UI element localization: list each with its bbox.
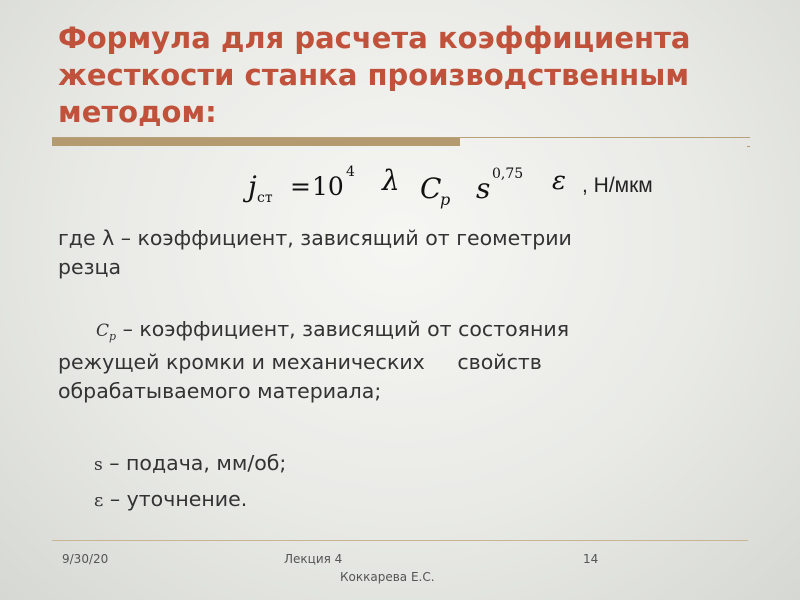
slide-title: Формула для расчета коэффициента жесткости станка производственным методом: bbox=[58, 21, 691, 129]
divider-thick-bar bbox=[52, 138, 460, 146]
def-eps bbox=[94, 485, 247, 515]
formula-equals: = bbox=[290, 172, 311, 201]
def-eps-text: – уточнение. bbox=[103, 487, 248, 511]
formula-cp: C bbox=[420, 172, 442, 205]
def-eps-symbol: ε bbox=[94, 490, 104, 511]
footer-page-number: 14 bbox=[583, 552, 599, 566]
footer-divider bbox=[52, 540, 748, 541]
formula-lambda: λ bbox=[382, 164, 400, 197]
formula-epsilon: ε bbox=[552, 166, 566, 196]
def-cp-text: – коэффициент, зависящий от состояния bbox=[116, 317, 570, 341]
def-s-text: – подача, мм/об; bbox=[102, 451, 287, 475]
stiffness-formula bbox=[248, 162, 708, 212]
formula-unit: , Н/мкм bbox=[582, 174, 653, 197]
formula-j-subscript: ст bbox=[257, 190, 273, 206]
def-s bbox=[94, 449, 286, 480]
def-lambda-line2: резца bbox=[58, 255, 122, 279]
def-s-symbol: s bbox=[94, 455, 103, 475]
def-cp-symbol-sub: p bbox=[109, 330, 117, 343]
title-divider bbox=[52, 137, 750, 147]
formula-s-exponent: 0,75 bbox=[492, 166, 524, 182]
footer-lecture: Лекция 4 bbox=[284, 552, 343, 566]
def-cp-line3: обрабатываемого материала; bbox=[58, 379, 382, 403]
def-lambda-line1: где λ – коэффициент, зависящий от геометрии bbox=[58, 226, 572, 250]
formula-s: s bbox=[476, 172, 491, 205]
def-cp-line2: режущей кромки и механических свойств bbox=[58, 350, 542, 374]
footer-author: Коккарева Е.С. bbox=[340, 570, 435, 584]
formula-j: j bbox=[248, 170, 257, 203]
formula-coefficient-exponent: 4 bbox=[346, 164, 355, 180]
footer-date: 9/30/20 bbox=[62, 552, 109, 566]
divider-end-tick bbox=[747, 146, 750, 147]
formula-coefficient: 10 bbox=[312, 172, 344, 201]
def-cp-symbol: C bbox=[96, 321, 110, 341]
formula-cp-subscript: p bbox=[440, 190, 451, 209]
def-cp-line1 bbox=[96, 315, 569, 347]
